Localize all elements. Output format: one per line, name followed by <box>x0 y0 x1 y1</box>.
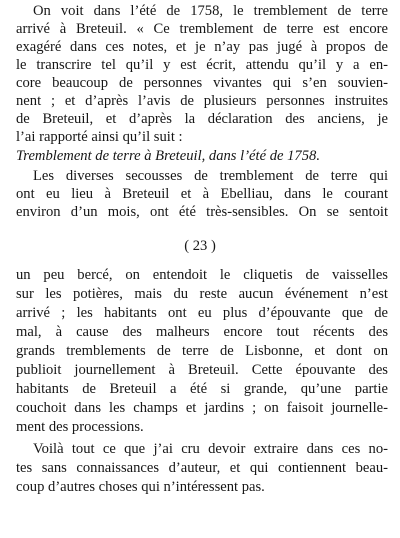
text-line: l’ai rapporté ainsi qu’il suit : <box>16 129 183 145</box>
section-heading: Tremblement de terre à Breteuil, dans l’été de 1758. <box>16 148 320 164</box>
text-line: sur les potières, mais du reste aucun événement n’est <box>16 286 388 302</box>
text-line: grands tremblements de terre de Lisbonne, et dont on <box>16 343 388 359</box>
text-line: arrivé à Breteuil. « Ce tremblement de terre est encore <box>16 21 388 37</box>
text-line: ont eu lieu à Breteuil et à Ebelliau, dans le courant <box>16 186 388 202</box>
text-line: tes sans connaissances d’auteur, et qui contiennent beau- <box>16 460 388 476</box>
text-line: On voit dans l’été de 1758, le tremblement de terre <box>33 3 388 19</box>
text-line: nent ; et d’après l’avis de plusieurs personnes instruites <box>16 93 388 109</box>
text-line: le transcrire tel qu’il y est écrit, attendu qu’il y a en- <box>16 57 388 73</box>
text-line: ment des processions. <box>16 419 144 435</box>
text-line: environ d’un mois, ont été très-sensibles. On se sentoit <box>16 204 388 220</box>
text-line: de Breteuil, et d’après la déclaration des anciens, je <box>16 111 388 127</box>
text-line: Voilà tout ce que j’ai cru devoir extraire dans ces no- <box>33 441 388 457</box>
text-line: arrivé ; les habitants ont eu plus d’épouvante que de <box>16 305 388 321</box>
page-number: ( 23 ) <box>184 238 216 254</box>
text-line: coup d’autres choses qui n’intéressent pas. <box>16 479 265 495</box>
text-line: publioit journellement à Breteuil. Cette épouvante des <box>16 362 388 378</box>
text-line: habitants de Breteuil a été si grande, qu’une partie <box>16 381 388 397</box>
text-line: mal, à cause des malheurs encore tout récents des <box>16 324 388 340</box>
text-line: un peu bercé, on entendoit le cliquetis de vaisselles <box>16 267 388 283</box>
text-line: core beaucoup de personnes vivantes qui s’en souvien- <box>16 75 388 91</box>
text-line: couchoit dans les champs et jardins ; on faisoit journelle- <box>16 400 388 416</box>
text-line: Les diverses secousses de tremblement de terre qui <box>33 168 388 184</box>
text-line: exagéré dans ces notes, et je n’ay pas jugé à propos de <box>16 39 388 55</box>
